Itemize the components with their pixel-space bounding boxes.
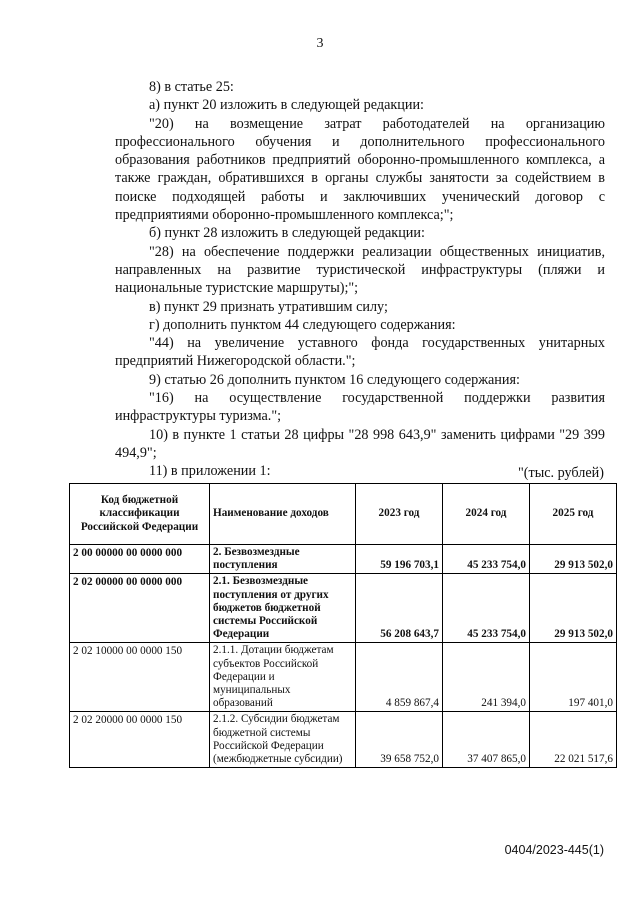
cell-name: 2.1.1. Дотации бюджетам субъектов Российской Федерации и муниципальных образований [210, 643, 356, 712]
cell-2023: 56 208 643,7 [356, 574, 443, 643]
paragraph-point-44-text: "44) на увеличение уставного фонда государственных унитарных предприятий Нижегородской области."; [115, 335, 605, 370]
header-2025: 2025 год [530, 484, 617, 545]
header-2024: 2024 год [443, 484, 530, 545]
document-reference: 0404/2023-445(1) [504, 843, 604, 857]
cell-code: 2 02 00000 00 0000 000 [70, 574, 210, 643]
cell-2024: 45 233 754,0 [443, 574, 530, 643]
paragraph-article-25: 8) в статье 25: [149, 79, 234, 95]
paragraph-point-28-intro: б) пункт 28 изложить в следующей редакции: [149, 225, 425, 242]
cell-name: 2. Безвозмездные поступления [210, 545, 356, 574]
paragraph-point-20-intro: а) пункт 20 изложить в следующей редакции: [149, 97, 424, 114]
body-text [115, 78, 605, 481]
table-row [70, 643, 617, 712]
unit-label: "(тыс. рублей) [517, 465, 604, 481]
header-2023: 2023 год [356, 484, 443, 545]
paragraph-point-29: в) пункт 29 признать утратившим силу; [149, 298, 388, 315]
table-header-row [70, 484, 617, 545]
cell-2025: 29 913 502,0 [530, 574, 617, 643]
cell-2024: 241 394,0 [443, 643, 530, 712]
cell-2023: 4 859 867,4 [356, 643, 443, 712]
paragraph-article-28: 10) в пункте 1 статьи 28 цифры "28 998 643,9" заменить цифрами "29 399 494,9"; [115, 426, 605, 461]
cell-2023: 59 196 703,1 [356, 545, 443, 574]
revenue-table [69, 483, 617, 768]
cell-code: 2 02 10000 00 0000 150 [70, 643, 210, 712]
paragraph-point-44-intro: г) дополнить пунктом 44 следующего содержания: [149, 316, 456, 333]
cell-2024: 45 233 754,0 [443, 545, 530, 574]
paragraph-article-26: 9) статью 26 дополнить пунктом 16 следующего содержания: [149, 371, 520, 388]
cell-2023: 39 658 752,0 [356, 712, 443, 768]
paragraph-point-16-text: "16) на осуществление государственной поддержки развития инфраструктуры туризма."; [115, 390, 605, 425]
table-row [70, 574, 617, 643]
cell-2025: 29 913 502,0 [530, 545, 617, 574]
header-code: Код бюджетной классификации Российской Федерации [70, 484, 210, 545]
cell-2024: 37 407 865,0 [443, 712, 530, 768]
paragraph-point-28-text: "28) на обеспечение поддержки реализации общественных инициатив, направленных на развитие туристической инфраструктуры (пляжи и национальные туристские маршруты);"; [115, 243, 605, 297]
paragraph-appendix-1: 11) в приложении 1: [149, 463, 271, 480]
cell-2025: 22 021 517,6 [530, 712, 617, 768]
cell-code: 2 00 00000 00 0000 000 [70, 545, 210, 574]
cell-name: 2.1. Безвозмездные поступления от других бюджетов бюджетной системы Российской Федерации [210, 574, 356, 643]
table-row [70, 712, 617, 768]
cell-name: 2.1.2. Субсидии бюджетам бюджетной системы Российской Федерации (межбюджетные субсидии) [210, 712, 356, 768]
table-row [70, 545, 617, 574]
header-name: Наименование доходов [210, 484, 356, 545]
cell-2025: 197 401,0 [530, 643, 617, 712]
cell-code: 2 02 20000 00 0000 150 [70, 712, 210, 768]
paragraph-point-20-text: "20) на возмещение затрат работодателей на организацию профессионального обучения и дополнительного профессионального образования работников предприятий оборонно-промышленного комплекса, а также граждан, обратившихся в органы службы занятости за содействием в поиске подходящей работы и заключивших ученический договор с предприятиями оборонно-промышленного комплекса;"; [115, 115, 605, 224]
page-number: 3 [316, 36, 324, 51]
